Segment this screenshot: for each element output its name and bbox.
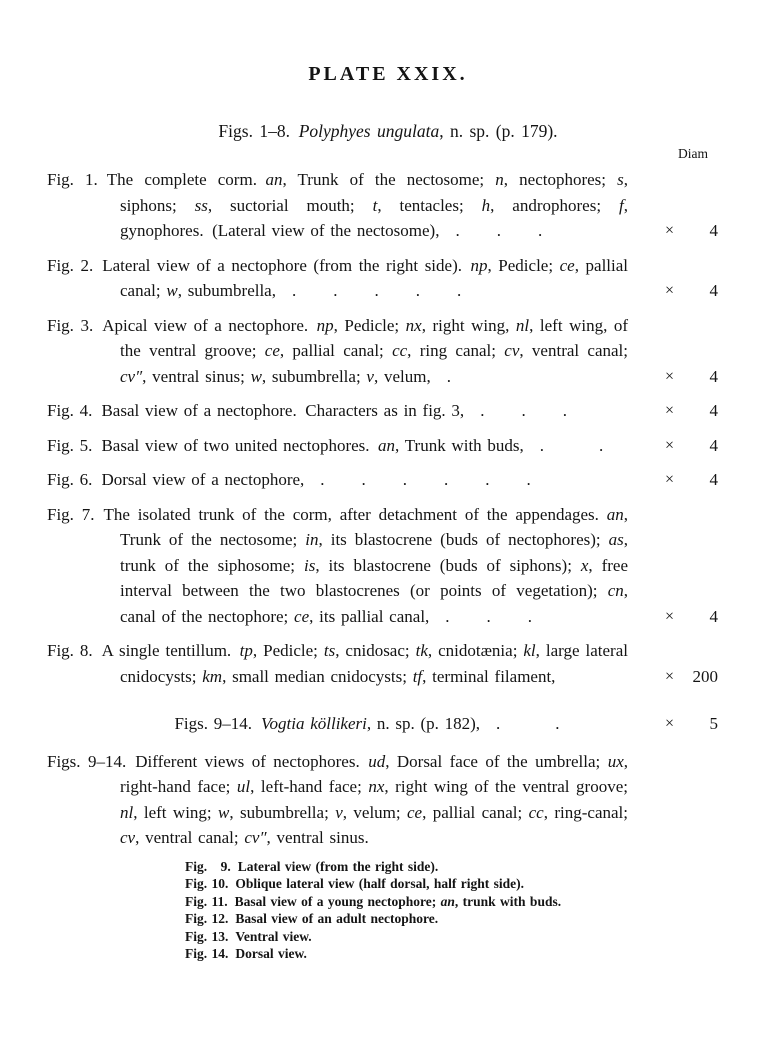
figure-entry <box>47 253 720 304</box>
sub-figure-entry <box>185 945 720 963</box>
multiplication-sign: × <box>664 402 674 419</box>
figure-description: Different views of nectophores. ud, Dorsal face of the umbrella; ux, right-hand face; ul, left-hand face; nx, right wing of the ventral groove; nl, left wing; w, subumbrella; v, velum; ce, pallial canal; cc, ring-canal; cv, ventral canal; cv″, ventral sinus. <box>120 751 628 847</box>
diam-value: 4 <box>709 470 718 489</box>
dot-leaders: . . . <box>445 606 534 626</box>
figure-label: Fig. 2. <box>47 255 94 275</box>
figure-label: Fig. 3. <box>47 315 94 335</box>
multiplication-sign: × <box>664 367 674 385</box>
figure-label: Fig. 13. <box>185 928 229 944</box>
figure-label: Fig. 12. <box>185 911 229 926</box>
figure-label: Fig. 6. <box>47 470 93 489</box>
sub-figure-entry <box>185 928 720 946</box>
figure-entry <box>47 167 720 244</box>
section2-paragraph <box>47 749 720 851</box>
figure-label: Figs. 9–14. <box>47 751 127 771</box>
sub-figure-entry <box>185 858 720 876</box>
figure-description: Lateral view (from the right side). <box>237 858 439 874</box>
figure-description: Basal view of a young nectophore; an, trunk with buds. <box>234 893 562 909</box>
figure-description: Dorsal view. <box>235 946 307 961</box>
figure-label: Fig. 9. <box>185 858 231 874</box>
figure-description: The isolated trunk of the corm, after detachment of the appendages. an, Trunk of the nectosome; in, its blastocrene (buds of nectophores); as, trunk of the siphosome; is, its blastocrene (buds of siphons); x, free interval between the two blastocrenes (or points of vegetation); cn, canal of the nectophore; ce, its pallial canal, <box>103 504 628 626</box>
sub-figure-entry <box>185 875 720 893</box>
figure-entry <box>47 638 720 689</box>
dot-leaders: . . . <box>480 401 568 420</box>
figure-label: Fig. 11. <box>185 893 228 909</box>
section1-heading: Figs. 1–8. Polyphyes ungulata, n. sp. (p. 179). <box>218 121 558 141</box>
figure-description: Basal view of an adult nectophore. <box>235 911 439 926</box>
diam-value: 4 <box>709 401 718 420</box>
diam-column-header: Diam <box>678 146 708 161</box>
figure-entry <box>47 467 720 493</box>
figure-description: A single tentillum. tp, Pedicle; ts, cnidosac; tk, cnidotænia; kl, large lateral cnidocysts; km, small median cnidocysts; tf, terminal filament, <box>101 641 628 686</box>
figure-entry <box>47 433 720 459</box>
multiplication-sign: × <box>664 222 674 239</box>
diam-value: 4 <box>709 366 718 386</box>
diam-value: 4 <box>709 221 718 240</box>
figure-label: Fig. 8. <box>47 641 93 660</box>
figure-label: Fig. 7. <box>47 504 95 524</box>
figure-description: The complete corm. an, Trunk of the nectosome; n, nectophores; s, siphons; ss, suctorial mouth; t, tentacles; h, androphores; f, gynophores. (Lateral view of the nectosome), <box>106 170 628 240</box>
species-heading-text: Vogtia köllikeri, n. sp. (p. 182), <box>261 714 481 733</box>
figure-label: Fig. 14. <box>185 946 229 961</box>
figure-entry-list <box>47 167 720 689</box>
figure-description: Apical view of a nectophore. np, Pedicle; nx, right wing, nl, left wing, of the ventral groove; ce, pallial canal; cc, ring canal; cv, ventral canal; cv″, ventral sinus; w, subumbrella; v, velum, <box>102 315 628 386</box>
figure-label: Fig. 1. <box>47 170 98 189</box>
dot-leaders: . . . . . <box>291 281 463 300</box>
dot-leaders: . <box>446 366 452 386</box>
figure-description: Lateral view of a nectophore (from the right side). np, Pedicle; ce, pallial canal; w, subumbrella, <box>102 255 629 300</box>
figure-sublist <box>185 858 720 963</box>
multiplication-sign: × <box>664 471 674 488</box>
figure-description: Ventral view. <box>235 928 312 944</box>
figure-label: Fig. 4. <box>47 401 93 420</box>
figure-label: Fig. 10. <box>185 876 229 891</box>
figure-label: Figs. 9–14. <box>174 714 252 733</box>
diam-value: 4 <box>709 281 718 300</box>
sub-figure-entry <box>185 893 720 911</box>
diam-value: 4 <box>709 606 718 626</box>
figure-entry <box>47 398 720 424</box>
figure-entry <box>47 313 720 390</box>
figure-label: Fig. 5. <box>47 435 93 455</box>
diam-value: 5 <box>709 714 718 733</box>
figure-description: Dorsal view of a nectophore, <box>101 470 305 489</box>
dot-leaders: . . . . . . <box>320 470 532 489</box>
multiplication-sign: × <box>664 667 674 685</box>
figure-entry <box>47 502 720 630</box>
plate-title: PLATE XXIX. <box>308 63 468 85</box>
multiplication-sign: × <box>664 282 674 299</box>
figure-description: Basal view of two united nectophores. an, Trunk with buds, <box>101 435 524 455</box>
multiplication-sign: × <box>664 607 674 625</box>
multiplication-sign: × <box>664 436 674 454</box>
sub-figure-entry <box>185 910 720 928</box>
diam-value: 4 <box>709 435 718 455</box>
figure-description: Oblique lateral view (half dorsal, half right side). <box>235 876 524 891</box>
multiplication-sign: × <box>664 715 674 732</box>
dot-leaders: . . . <box>455 221 544 240</box>
dot-leaders: . . <box>496 714 561 733</box>
plate-legend-content <box>47 145 720 963</box>
dot-leaders: . . <box>539 435 605 455</box>
diam-value: 200 <box>692 666 718 686</box>
figure-description: Basal view of a nectophore. Characters as in fig. 3, <box>101 401 465 420</box>
section2-heading <box>47 711 720 737</box>
